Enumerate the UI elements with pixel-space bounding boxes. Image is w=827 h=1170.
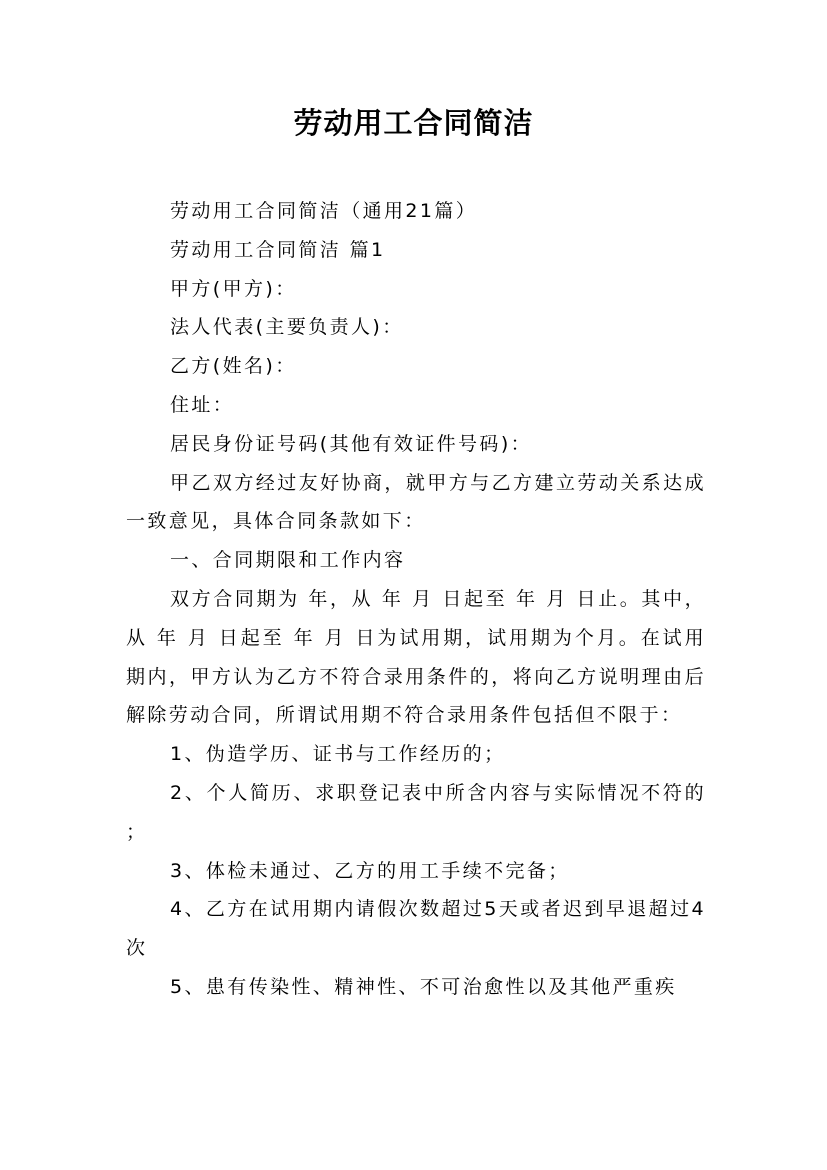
paragraph-party-a: 甲方(甲方)：	[170, 277, 297, 300]
document-body	[126, 192, 706, 1007]
paragraph-id-number: 居民身份证号码(其他有效证件号码)：	[170, 432, 533, 455]
paragraph-section-heading: 劳动用工合同简洁 篇1	[170, 238, 386, 261]
paragraph-agreement-intro: 甲乙双方经过友好协商，就甲方与乙方建立劳动关系达成一致意见，具体合同条款如下：	[126, 471, 706, 533]
list-item: 1、伪造学历、证书与工作经历的；	[170, 743, 506, 766]
paragraph-address: 住址：	[170, 393, 235, 416]
list-item: 3、体检未通过、乙方的用工手续不完备；	[170, 859, 570, 882]
list-item: 2、个人简历、求职登记表中所含内容与实际情况不符的；	[126, 781, 706, 843]
paragraph-contract-term: 双方合同期为 年，从 年 月 日起至 年 月 日止。其中，从 年 月 日起至 年 月 日为试用期，试用期为个月。在试用期内，甲方认为乙方不符合录用条件的，将向乙方说明理由后解除劳动合同，所谓试用期不符合录用条件包括但不限于：	[126, 587, 706, 727]
document-title: 劳动用工合同简洁	[293, 106, 534, 140]
paragraph-party-b: 乙方(姓名)：	[170, 355, 297, 378]
list-item: 4、乙方在试用期内请假次数超过5天或者迟到早退超过4次	[126, 898, 706, 960]
paragraph-clause-heading: 一、合同期限和工作内容	[170, 549, 406, 572]
list-item: 5、患有传染性、精神性、不可治愈性以及其他严重疾	[170, 975, 677, 998]
paragraph-legal-representative: 法人代表(主要负责人)：	[170, 316, 404, 339]
paragraph-subtitle: 劳动用工合同简洁（通用21篇）	[170, 200, 478, 222]
